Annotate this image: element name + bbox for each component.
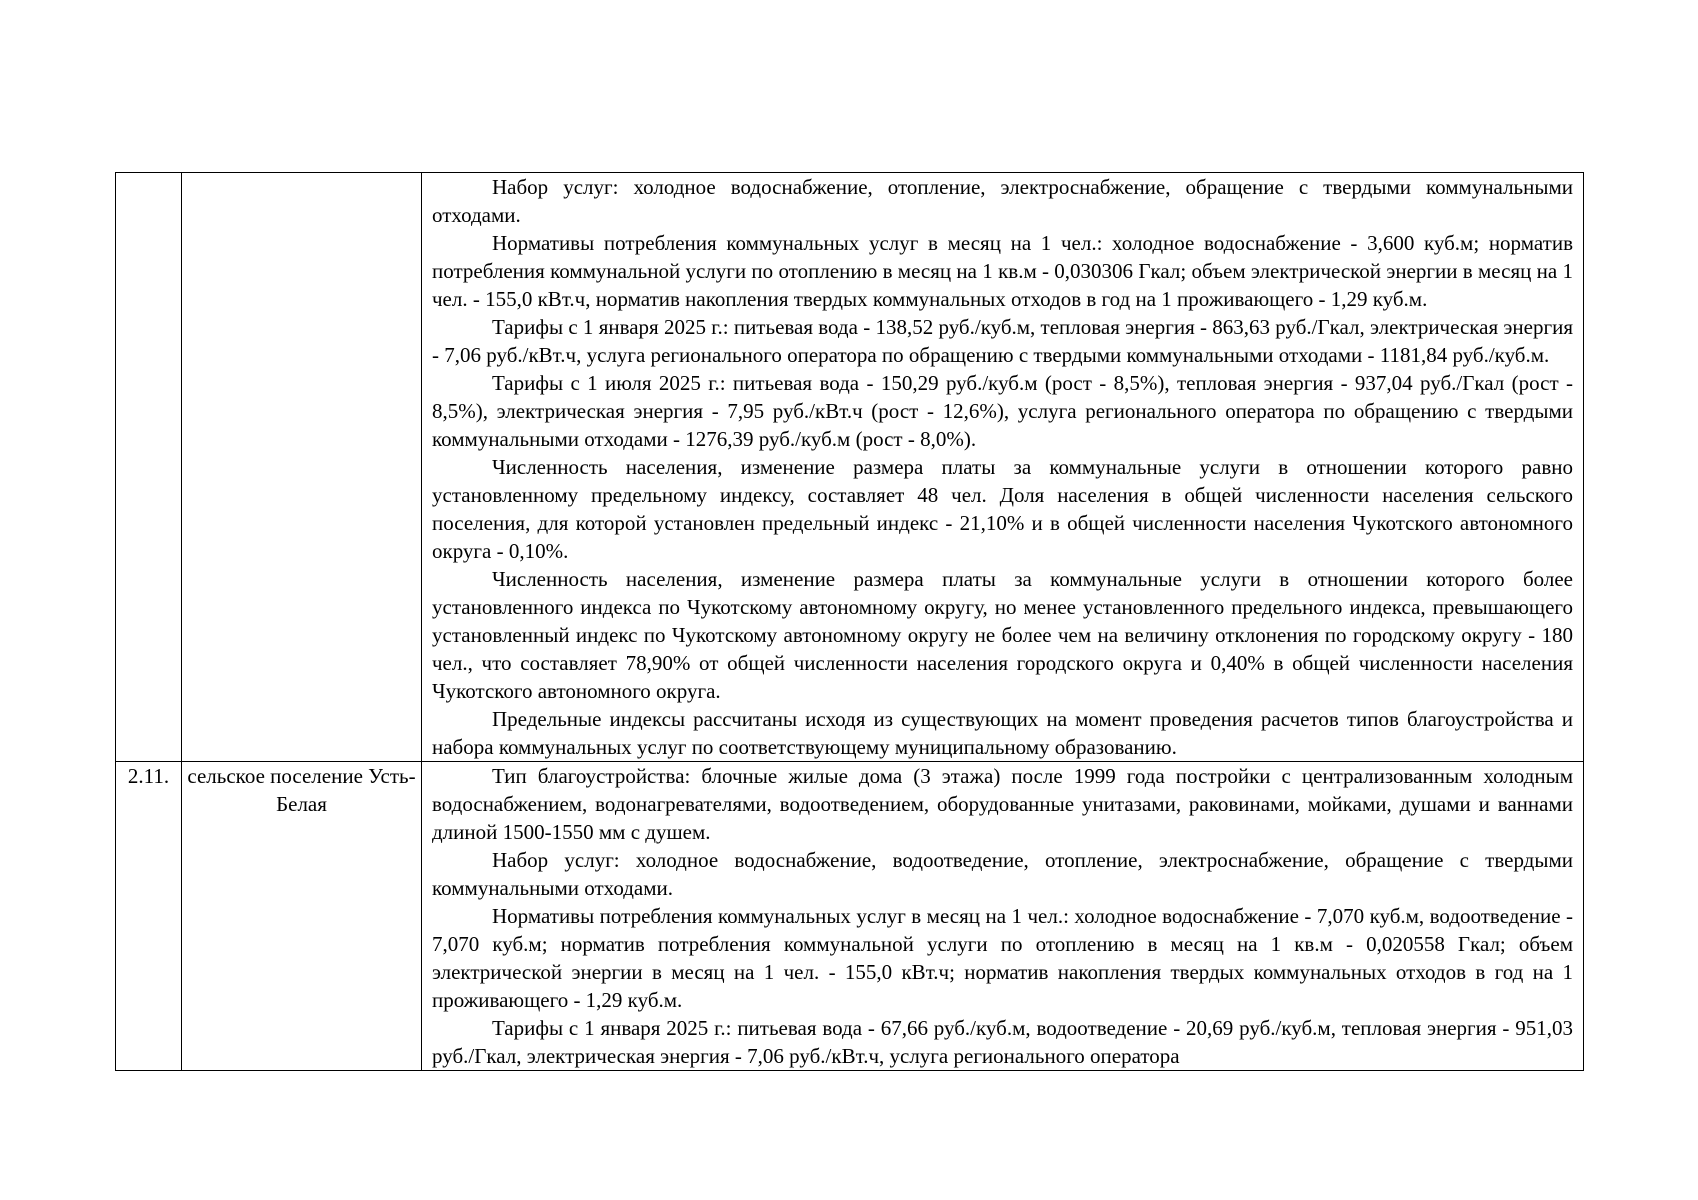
table-row [116,762,1584,1071]
settlement-name-cell [182,173,422,762]
description-clip [432,762,1573,1070]
settlement-name-cell: сельское поселение Усть-Белая [182,762,422,1071]
description-cell [422,762,1584,1071]
improvement-type-paragraph: Тип благоустройства: блочные жилые дома (3 этажа) после 1999 года постройки с централизованным холодным водоснабжением, водонагревателями, водоотведением, оборудованные унитазами, раковинами, мойками, душами и ваннами длиной 1500-1550 мм с душем. [432,764,1573,844]
population-equal-index-paragraph: Численность населения, изменение размера платы за коммунальные услуги в отношении которого равно установленному предельному индексу, составляет 48 чел. Доля населения в общей численности населения сельского поселения, для которой установлен предельный индекс - 21,10% и в общей численности населения Чукотского автономного округа - 0,10%. [432,455,1573,563]
tariff-table [115,172,1584,1071]
tariffs-july-paragraph: Тарифы с 1 июля 2025 г.: питьевая вода - 150,29 руб./куб.м (рост - 8,5%), тепловая энергия - 937,04 руб./Гкал (рост - 8,5%), электрическая энергия - 7,95 руб./кВт.ч (рост - 12,6%), услуга регионального оператора по обращению с твердыми коммунальными отходами - 1276,39 руб./куб.м (рост - 8,0%). [432,371,1573,451]
consumption-norms-paragraph: Нормативы потребления коммунальных услуг в месяц на 1 чел.: холодное водоснабжение - 3,600 куб.м; норматив потребления коммунальной услуги по отоплению в месяц на 1 кв.м - 0,030306 Гкал; объем электрической энергии в месяц на 1 чел. - 155,0 кВт.ч, норматив накопления твердых коммунальных отходов в год на 1 проживающего - 1,29 куб.м. [432,231,1573,311]
tariffs-january-paragraph: Тарифы с 1 января 2025 г.: питьевая вода - 138,52 руб./куб.м, тепловая энергия - 863,63 руб./Гкал, электрическая энергия - 7,06 руб./кВт.ч, услуга регионального оператора по обращению с твердыми коммунальными отходами - 1181,84 руб./куб.м. [432,315,1573,367]
row-number-cell: 2.11. [116,762,182,1071]
services-paragraph: Набор услуг: холодное водоснабжение, водоотведение, отопление, электроснабжение, обращение с твердыми коммунальными отходами. [432,848,1573,900]
consumption-norms-paragraph: Нормативы потребления коммунальных услуг в месяц на 1 чел.: холодное водоснабжение - 7,070 куб.м, водоотведение - 7,070 куб.м; норматив потребления коммунальной услуги по отоплению в месяц на 1 кв.м - 0,020558 Гкал; объем электрической энергии в месяц на 1 чел. - 155,0 кВт.ч; норматив накопления твердых коммунальных отходов в год на 1 проживающего - 1,29 куб.м. [432,904,1573,1012]
table-row [116,173,1584,762]
tariffs-january-paragraph: Тарифы с 1 января 2025 г.: питьевая вода - 67,66 руб./куб.м, водоотведение - 20,69 руб./куб.м, тепловая энергия - 951,03 руб./Гкал, электрическая энергия - 7,06 руб./кВт.ч, услуга регионального оператора [432,1016,1573,1068]
index-basis-paragraph: Предельные индексы рассчитаны исходя из существующих на момент проведения расчетов типов благоустройства и набора коммунальных услуг по соответствующему муниципальному образованию. [432,707,1573,759]
row-number-cell [116,173,182,762]
services-paragraph: Набор услуг: холодное водоснабжение, отопление, электроснабжение, обращение с твердыми коммунальными отходами. [432,175,1573,227]
population-above-index-paragraph: Численность населения, изменение размера платы за коммунальные услуги в отношении которого более установленного индекса по Чукотскому автономному округу, но менее установленного предельного индекса, превышающего установленный индекс по Чукотскому автономному округу не более чем на величину отклонения по городскому округу - 180 чел., что составляет 78,90% от общей численности населения городского округа и 0,40% в общей численности населения Чукотского автономного округа. [432,567,1573,703]
description-cell [422,173,1584,762]
